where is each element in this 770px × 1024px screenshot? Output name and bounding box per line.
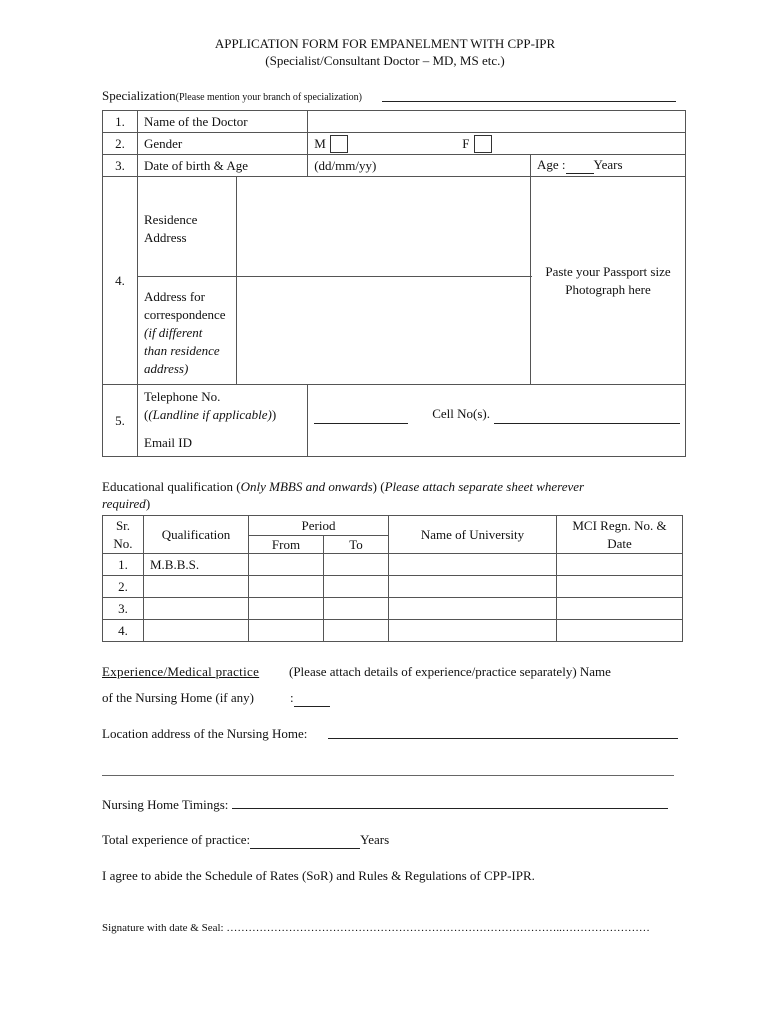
- row-number: 1.: [103, 111, 138, 133]
- correspondence-label: [138, 277, 237, 385]
- email-label: Email ID: [144, 435, 193, 450]
- education-intro-line2: [102, 496, 150, 512]
- edu-intro-italic: Please attach separate sheet wherever: [384, 479, 585, 494]
- photo-box[interactable]: [531, 177, 686, 385]
- total-experience-suffix: Years: [360, 832, 390, 847]
- row-number: 5.: [103, 385, 138, 457]
- corr-label-line: correspondence: [144, 307, 226, 322]
- personal-details-table: [102, 110, 686, 457]
- row-from[interactable]: [249, 598, 324, 620]
- tel-label: Telephone No.: [144, 389, 221, 404]
- cell-input-line[interactable]: [494, 407, 680, 424]
- table-row: [103, 576, 683, 598]
- male-label: M: [314, 136, 326, 151]
- head-qualification: Qualification: [144, 516, 249, 554]
- dob-input[interactable]: [308, 155, 531, 177]
- telephone-label: [138, 385, 308, 457]
- row-qualification[interactable]: [144, 576, 249, 598]
- edu-intro-text: ): [145, 496, 151, 511]
- row-mci[interactable]: [557, 576, 683, 598]
- residence-label-line: Residence: [144, 212, 198, 227]
- residence-address-input[interactable]: [237, 177, 531, 277]
- female-checkbox[interactable]: [474, 135, 492, 153]
- row-to[interactable]: [324, 620, 389, 642]
- age-cell[interactable]: [531, 155, 686, 177]
- row-mci[interactable]: [557, 554, 683, 576]
- row-sr: 2.: [103, 576, 144, 598]
- head-sr-line: No.: [113, 535, 133, 551]
- row-sr: 1.: [103, 554, 144, 576]
- tel-hint: (Landline if applicable): [148, 407, 272, 422]
- row-qualification[interactable]: [144, 598, 249, 620]
- timings-label: Nursing Home Timings:: [102, 797, 229, 812]
- form-subtitle: (Specialist/Consultant Doctor – MD, MS etc.): [265, 53, 505, 68]
- nursing-home-field: [290, 690, 330, 707]
- table-row: [103, 554, 683, 576]
- head-from: From: [249, 536, 324, 554]
- head-university: Name of University: [389, 516, 557, 554]
- dob-label: Date of birth & Age: [138, 155, 308, 177]
- edu-intro-italic: required: [102, 496, 146, 511]
- specialization-row: [102, 88, 362, 104]
- edu-intro-text: ) (: [372, 479, 385, 494]
- cell-label: Cell No(s).: [432, 406, 490, 421]
- form-title: APPLICATION FORM FOR EMPANELMENT WITH CPP-IPR: [214, 36, 556, 51]
- row-university[interactable]: [389, 554, 557, 576]
- row-qualification[interactable]: [144, 620, 249, 642]
- name-input[interactable]: [308, 111, 686, 133]
- nursing-home-label: of the Nursing Home (if any): [102, 690, 254, 705]
- row-number: 3.: [103, 155, 138, 177]
- correspondence-address-input[interactable]: [237, 277, 531, 385]
- age-prefix: Age :: [537, 157, 566, 172]
- row-sr: 3.: [103, 598, 144, 620]
- age-suffix: Years: [593, 157, 623, 172]
- tel-hint-row: ((Landline if applicable)): [144, 407, 277, 422]
- education-table: [102, 515, 683, 642]
- row-from[interactable]: [249, 554, 324, 576]
- age-input-line[interactable]: [566, 157, 594, 174]
- total-experience-input-line[interactable]: [250, 832, 360, 849]
- row-university[interactable]: [389, 620, 557, 642]
- timings-input-line[interactable]: [232, 808, 668, 809]
- nursing-home-colon: :: [290, 690, 294, 705]
- corr-label-line: address): [144, 361, 189, 376]
- row-mci[interactable]: [557, 598, 683, 620]
- experience-heading: Experience/Medical practice: [102, 664, 260, 679]
- head-mci-line: Date: [607, 535, 632, 551]
- male-checkbox[interactable]: [330, 135, 348, 153]
- experience-heading-row: [102, 664, 259, 680]
- row-from[interactable]: [249, 620, 324, 642]
- row-to[interactable]: [324, 554, 389, 576]
- row-sr: 4.: [103, 620, 144, 642]
- row-number: 4.: [103, 177, 138, 385]
- specialization-label: Specialization: [102, 88, 176, 103]
- residence-label: [138, 177, 237, 277]
- head-sr: [103, 516, 144, 554]
- education-intro: [102, 479, 584, 495]
- experience-note: (Please attach details of experience/practice separately) Name: [289, 664, 611, 679]
- head-period: Period: [249, 516, 389, 536]
- corr-label-line: than residence: [144, 343, 220, 358]
- total-experience-label: Total experience of practice:: [102, 832, 251, 847]
- location-input-line-2[interactable]: [102, 775, 674, 776]
- agreement-text: I agree to abide the Schedule of Rates (SoR) and Rules & Regulations of CPP-IPR.: [102, 868, 535, 883]
- edu-intro-text: Educational qualification (: [102, 479, 241, 494]
- edu-intro-italic: Only MBBS and onwards: [240, 479, 373, 494]
- location-label: Location address of the Nursing Home:: [102, 726, 308, 741]
- location-input-line[interactable]: [328, 738, 678, 739]
- head-to: To: [324, 536, 389, 554]
- total-experience-row: [102, 832, 389, 849]
- gender-label: Gender: [138, 133, 308, 155]
- specialization-input-line[interactable]: [382, 101, 676, 102]
- gender-cell: [308, 133, 686, 155]
- dob-format: (dd/mm/yy): [314, 157, 377, 173]
- row-from[interactable]: [249, 576, 324, 598]
- residence-label-line: Address: [144, 230, 187, 245]
- row-to[interactable]: [324, 598, 389, 620]
- photo-text: Paste your Passport size: [545, 263, 671, 279]
- nursing-home-input-line[interactable]: [294, 690, 330, 707]
- row-number: 2.: [103, 133, 138, 155]
- row-university[interactable]: [389, 598, 557, 620]
- row-university[interactable]: [389, 576, 557, 598]
- specialization-hint: (Please mention your branch of specialization): [175, 92, 362, 103]
- row-mci[interactable]: [557, 620, 683, 642]
- photo-text: Photograph here: [565, 281, 651, 297]
- landline-input-line[interactable]: [314, 407, 408, 424]
- corr-label-line: Address for: [144, 289, 206, 304]
- row-to[interactable]: [324, 576, 389, 598]
- row-qualification[interactable]: M.B.B.S.: [144, 554, 249, 576]
- female-label: F: [462, 136, 470, 151]
- signature-line[interactable]: Signature with date & Seal: ………………………………………………………………………………..……………………: [102, 922, 650, 934]
- table-row: [103, 598, 683, 620]
- head-mci: [557, 516, 683, 554]
- table-row: [103, 620, 683, 642]
- corr-label-line: (if different: [144, 325, 203, 340]
- head-sr-line: Sr.: [115, 517, 131, 533]
- phone-cell: [308, 385, 686, 457]
- name-label: Name of the Doctor: [138, 111, 308, 133]
- head-mci-line: MCI Regn. No. &: [572, 517, 667, 533]
